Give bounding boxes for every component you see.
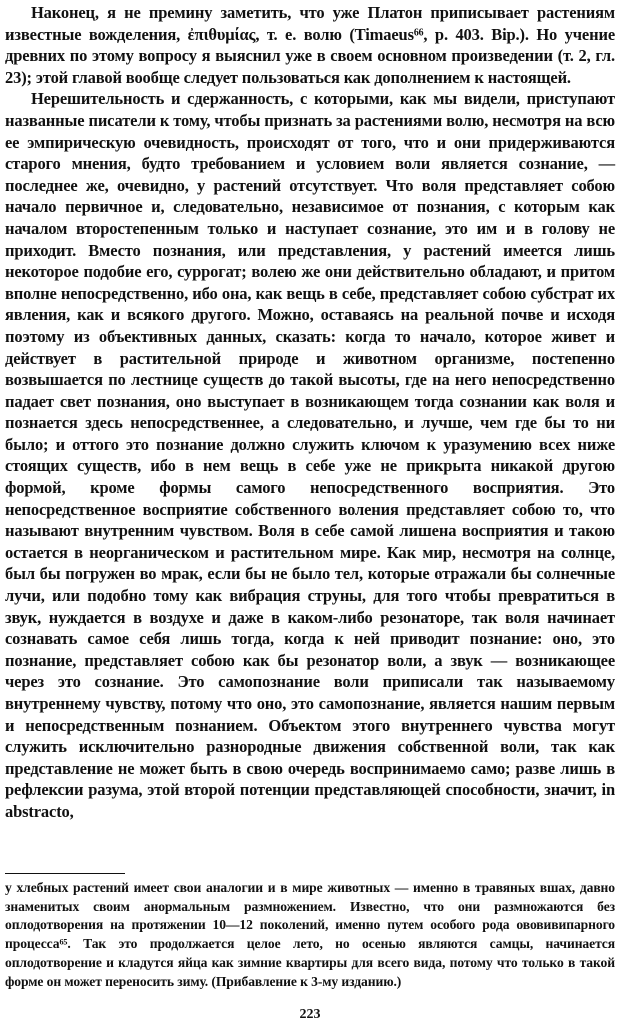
footnote-text: у хлебных растений имеет свои аналогии и в мире животных — именно в травяных вшах, давно знаменитых своим анормальным размножением. Известно, что они размножаются без оплодотворения на протяжении 10—12 поколений, именно путем особого рода ововивипарного процесса⁶⁵. Так это продолжается целое лето, но осенью являются самцы, начинается оплодотворение и кладутся яйца как зимние квартиры для всего вида, потому что только в такой форме он может переносить зиму. (Прибавление к 3-му изданию.) bbox=[5, 880, 615, 989]
main-text bbox=[5, 2, 615, 823]
paragraph: Нерешительность и сдержанность, с которыми, как мы видели, приступают названные писатели к тому, чтобы признать за растениями волю, несмотря на всю ее эмпирическую очевидность, происходят от того, что и они придерживаются старого мнения, будто требованием и условием воли является сознание, — последнее же, очевидно, у растений отсутствует. Что воля представляет собою начало первичное и, следовательно, независимое от познания, с которым как началом второстепенным только и наступает сознание, это им и в голову не приходит. Вместо познания, или представления, у растений имеется лишь некоторое подобие его, суррогат; волею же они действительно обладают, и притом вполне непосредственно, ибо она, как вещь в себе, представляет собою субстрат их явления, как и всякого другого. Можно, оставаясь на реальной почве и исходя поэтому из объективных данных, сказать: когда то начало, которое живет и действует в растительной природе и животном организме, постепенно возвышается по лестнице существ до такой высоты, где на него непосредственно падает свет познания, оно выступает в возникающем тогда сознании как воля и познается здесь непосредственнее, а следовательно, и лучше, чем где бы то ни было; и оттого это познание должно служить ключом к уразумению всех ниже стоящих существ, ибо в нем вещь в себе уже не прикрыта никакой другою формой, кроме формы самого непосредственного восприятия. Это непосредственное восприятие собственного воления представляет собою то, что называют внутренним чувством. Воля в себе самой лишена восприятия и такою остается в неорганическом и растительном мире. Как мир, несмотря на солнце, был бы погружен во мрак, если бы не было тел, которые отражали бы солнечные лучи, или подобно тому как вибрация струны, для того чтобы превратиться в звук, нуждается в воздухе и даже в каком-либо резонаторе, так воля начинает сознавать самое себя лишь тогда, когда к ней приводит познание: оно, это познание, представляет собою как бы резонатор воли, а звук — возникающее через это сознание. Это самопознание воли приписали так называемому внутреннему чувству, потому что оно, это самопознание, является нашим первым и непосредственным познанием. Объектом этого внутреннего чувства могут служить исключительно разнородные движения собственной воли, так как представление не может быть в свою очередь воспринимаемо само; разве лишь в рефлексии разума, этой второй потенции представляющей способности, значит, in abstracto, bbox=[5, 89, 615, 821]
page-number: 223 bbox=[299, 1007, 321, 1022]
footnote bbox=[5, 879, 615, 991]
footnote-divider bbox=[5, 873, 125, 874]
paragraph: Наконец, я не премину заметить, что уже Платон приписывает растениям известные вожделения, ἐπιθυμίας, т. е. волю (Timaeus⁶⁶, p. 403. Bip.). Но учение древних по этому вопросу я выяснил уже в своем основном произведении (т. 2, гл. 23); этой главой вообще следует пользоваться как дополнением к настоящей. bbox=[5, 3, 615, 87]
